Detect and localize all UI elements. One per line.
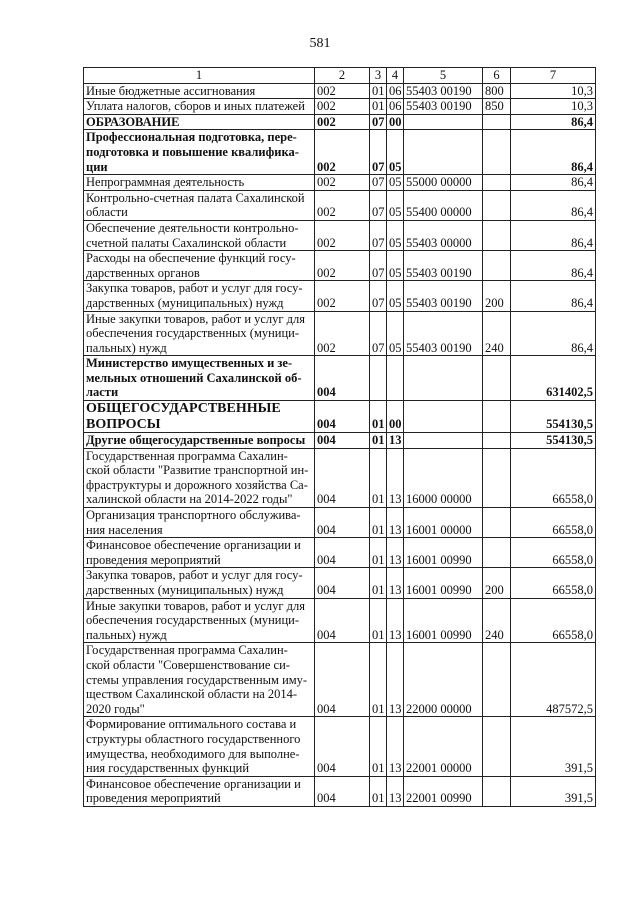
section-code-cell: 07 <box>370 220 387 250</box>
ministry-code-cell: 002 <box>315 190 370 220</box>
subsection-code-cell: 05 <box>387 175 404 191</box>
table-row <box>84 568 596 598</box>
table-row <box>84 220 596 250</box>
subsection-code-cell: 13 <box>387 433 404 449</box>
amount-cell: 86,4 <box>511 281 596 311</box>
subsection-code-cell: 13 <box>387 448 404 507</box>
table-row <box>84 130 596 175</box>
subsection-code-cell: 13 <box>387 717 404 776</box>
amount-cell: 10,3 <box>511 83 596 99</box>
target-article-cell: 55403 00190 <box>404 83 483 99</box>
amount-cell: 86,4 <box>511 220 596 250</box>
expense-type-cell: 800 <box>483 83 511 99</box>
ministry-code-cell: 004 <box>315 568 370 598</box>
subsection-code-cell: 05 <box>387 281 404 311</box>
section-code-cell: 01 <box>370 99 387 115</box>
target-article-cell: 55403 00000 <box>404 220 483 250</box>
target-article-cell: 55403 00190 <box>404 311 483 356</box>
target-article-cell: 22001 00000 <box>404 717 483 776</box>
target-article-cell <box>404 433 483 449</box>
target-article-cell <box>404 401 483 433</box>
amount-cell: 66558,0 <box>511 598 596 643</box>
section-code-cell: 07 <box>370 281 387 311</box>
ministry-code-cell: 002 <box>315 114 370 130</box>
row-name-cell: Министерство имущественных и зе- мельных отношений Сахалинской об- ласти <box>84 356 315 401</box>
ministry-code-cell: 004 <box>315 643 370 717</box>
table-row <box>84 251 596 281</box>
ministry-code-cell: 004 <box>315 448 370 507</box>
amount-cell: 554130,5 <box>511 433 596 449</box>
expense-type-cell <box>483 401 511 433</box>
amount-cell: 86,4 <box>511 251 596 281</box>
expense-type-cell <box>483 130 511 175</box>
target-article-cell: 16001 00990 <box>404 598 483 643</box>
section-code-cell: 01 <box>370 433 387 449</box>
section-code-cell: 07 <box>370 130 387 175</box>
table-row <box>84 114 596 130</box>
ministry-code-cell: 002 <box>315 220 370 250</box>
row-name-cell: Организация транспортного обслужива- ния населения <box>84 508 315 538</box>
row-name-cell: Иные бюджетные ассигнования <box>84 83 315 99</box>
section-code-cell: 01 <box>370 401 387 433</box>
row-name-cell: Иные закупки товаров, работ и услуг для обеспечения государственных (муници- пальных) нужд <box>84 598 315 643</box>
subsection-code-cell: 05 <box>387 130 404 175</box>
ministry-code-cell: 004 <box>315 598 370 643</box>
amount-cell: 86,4 <box>511 190 596 220</box>
expense-type-cell: 240 <box>483 598 511 643</box>
table-row <box>84 508 596 538</box>
subsection-code-cell: 06 <box>387 99 404 115</box>
table-row <box>84 717 596 776</box>
target-article-cell <box>404 114 483 130</box>
expense-type-cell <box>483 356 511 401</box>
table-row <box>84 311 596 356</box>
table-row <box>84 356 596 401</box>
header-cell: 2 <box>315 68 370 84</box>
section-code-cell: 01 <box>370 598 387 643</box>
ministry-code-cell: 004 <box>315 538 370 568</box>
row-name-cell: Государственная программа Сахалин- ской области "Развитие транспортной ин- фраструктуры и дорожного хозяйства Са- халинской области на 2014-2022 годы" <box>84 448 315 507</box>
subsection-code-cell: 05 <box>387 251 404 281</box>
page-number: 581 <box>309 36 331 51</box>
amount-cell: 487572,5 <box>511 643 596 717</box>
row-name-cell: Непрограммная деятельность <box>84 175 315 191</box>
header-cell: 1 <box>84 68 315 84</box>
expense-type-cell: 200 <box>483 568 511 598</box>
amount-cell: 631402,5 <box>511 356 596 401</box>
ministry-code-cell: 004 <box>315 508 370 538</box>
section-code-cell: 07 <box>370 114 387 130</box>
amount-cell: 554130,5 <box>511 401 596 433</box>
row-name-cell: Профессиональная подготовка, пере- подготовка и повышение квалифика- ции <box>84 130 315 175</box>
amount-cell: 66558,0 <box>511 448 596 507</box>
section-code-cell: 01 <box>370 717 387 776</box>
subsection-code-cell <box>387 356 404 401</box>
expense-type-cell <box>483 114 511 130</box>
table-row <box>84 83 596 99</box>
row-name-cell: Финансовое обеспечение организации и проведения мероприятий <box>84 776 315 806</box>
ministry-code-cell: 002 <box>315 130 370 175</box>
section-code-cell: 01 <box>370 776 387 806</box>
target-article-cell: 55403 00190 <box>404 251 483 281</box>
table-row <box>84 281 596 311</box>
row-name-cell: Закупка товаров, работ и услуг для госу- дарственных (муниципальных) нужд <box>84 568 315 598</box>
subsection-code-cell: 05 <box>387 220 404 250</box>
subsection-code-cell: 05 <box>387 190 404 220</box>
expense-type-cell <box>483 776 511 806</box>
expense-type-cell: 850 <box>483 99 511 115</box>
row-name-cell: Закупка товаров, работ и услуг для госу- дарственных (муниципальных) нужд <box>84 281 315 311</box>
table-row <box>84 448 596 507</box>
table-row <box>84 433 596 449</box>
target-article-cell: 55403 00190 <box>404 281 483 311</box>
target-article-cell: 16001 00000 <box>404 508 483 538</box>
expense-type-cell <box>483 251 511 281</box>
row-name-cell: Другие общегосударственные вопросы <box>84 433 315 449</box>
table-row <box>84 401 596 433</box>
target-article-cell: 22000 00000 <box>404 643 483 717</box>
table-row <box>84 643 596 717</box>
amount-cell: 391,5 <box>511 717 596 776</box>
subsection-code-cell: 13 <box>387 538 404 568</box>
expense-type-cell <box>483 538 511 568</box>
subsection-code-cell: 13 <box>387 508 404 538</box>
target-article-cell: 22001 00990 <box>404 776 483 806</box>
header-cell: 7 <box>511 68 596 84</box>
section-code-cell: 01 <box>370 83 387 99</box>
ministry-code-cell: 004 <box>315 776 370 806</box>
section-code-cell: 01 <box>370 448 387 507</box>
target-article-cell: 16001 00990 <box>404 568 483 598</box>
amount-cell: 66558,0 <box>511 508 596 538</box>
budget-table <box>83 67 596 807</box>
subsection-code-cell: 13 <box>387 776 404 806</box>
section-code-cell: 01 <box>370 643 387 717</box>
section-code-cell: 01 <box>370 538 387 568</box>
target-article-cell: 16001 00990 <box>404 538 483 568</box>
subsection-code-cell: 13 <box>387 598 404 643</box>
table-body <box>84 68 596 807</box>
row-name-cell: Финансовое обеспечение организации и проведения мероприятий <box>84 538 315 568</box>
subsection-code-cell: 06 <box>387 83 404 99</box>
amount-cell: 66558,0 <box>511 568 596 598</box>
section-code-cell: 07 <box>370 175 387 191</box>
header-cell: 3 <box>370 68 387 84</box>
ministry-code-cell: 004 <box>315 401 370 433</box>
table-row <box>84 175 596 191</box>
section-code-cell: 07 <box>370 251 387 281</box>
section-code-cell: 07 <box>370 190 387 220</box>
ministry-code-cell: 002 <box>315 281 370 311</box>
target-article-cell: 55400 00000 <box>404 190 483 220</box>
amount-cell: 66558,0 <box>511 538 596 568</box>
row-name-cell: Обеспечение деятельности контрольно- счетной палаты Сахалинской области <box>84 220 315 250</box>
row-name-cell: Формирование оптимального состава и структуры областного государственного имущества, необходимого для выполне- ния государственных функций <box>84 717 315 776</box>
subsection-code-cell: 05 <box>387 311 404 356</box>
header-cell: 5 <box>404 68 483 84</box>
target-article-cell: 55403 00190 <box>404 99 483 115</box>
ministry-code-cell: 004 <box>315 356 370 401</box>
target-article-cell <box>404 130 483 175</box>
subsection-code-cell: 13 <box>387 568 404 598</box>
ministry-code-cell: 002 <box>315 251 370 281</box>
row-name-cell: ОБЩЕГОСУДАРСТВЕННЫЕ ВОПРОСЫ <box>84 401 315 433</box>
section-code-cell <box>370 356 387 401</box>
ministry-code-cell: 004 <box>315 433 370 449</box>
expense-type-cell <box>483 433 511 449</box>
table-row <box>84 598 596 643</box>
expense-type-cell <box>483 717 511 776</box>
section-code-cell: 07 <box>370 311 387 356</box>
ministry-code-cell: 002 <box>315 99 370 115</box>
expense-type-cell <box>483 643 511 717</box>
row-name-cell: Расходы на обеспечение функций госу- дарственных органов <box>84 251 315 281</box>
row-name-cell: Государственная программа Сахалин- ской области "Совершенствование си- стемы управления государственным иму- ществом Сахалинской области на 2014- 2020 годы" <box>84 643 315 717</box>
row-name-cell: Контрольно-счетная палата Сахалинской области <box>84 190 315 220</box>
ministry-code-cell: 002 <box>315 175 370 191</box>
ministry-code-cell: 002 <box>315 83 370 99</box>
subsection-code-cell: 13 <box>387 643 404 717</box>
expense-type-cell <box>483 448 511 507</box>
expense-type-cell: 240 <box>483 311 511 356</box>
table-row <box>84 99 596 115</box>
target-article-cell: 55000 00000 <box>404 175 483 191</box>
expense-type-cell: 200 <box>483 281 511 311</box>
amount-cell: 86,4 <box>511 175 596 191</box>
table-header-row <box>84 68 596 84</box>
row-name-cell: ОБРАЗОВАНИЕ <box>84 114 315 130</box>
ministry-code-cell: 004 <box>315 717 370 776</box>
expense-type-cell <box>483 220 511 250</box>
amount-cell: 86,4 <box>511 311 596 356</box>
target-article-cell <box>404 356 483 401</box>
expense-type-cell <box>483 508 511 538</box>
expense-type-cell <box>483 190 511 220</box>
section-code-cell: 01 <box>370 508 387 538</box>
header-cell: 6 <box>483 68 511 84</box>
header-cell: 4 <box>387 68 404 84</box>
ministry-code-cell: 002 <box>315 311 370 356</box>
section-code-cell: 01 <box>370 568 387 598</box>
amount-cell: 391,5 <box>511 776 596 806</box>
row-name-cell: Иные закупки товаров, работ и услуг для обеспечения государственных (муници- пальных) нужд <box>84 311 315 356</box>
expense-type-cell <box>483 175 511 191</box>
amount-cell: 10,3 <box>511 99 596 115</box>
subsection-code-cell: 00 <box>387 401 404 433</box>
amount-cell: 86,4 <box>511 114 596 130</box>
row-name-cell: Уплата налогов, сборов и иных платежей <box>84 99 315 115</box>
table-row <box>84 776 596 806</box>
table-row <box>84 190 596 220</box>
table-row <box>84 538 596 568</box>
amount-cell: 86,4 <box>511 130 596 175</box>
target-article-cell: 16000 00000 <box>404 448 483 507</box>
subsection-code-cell: 00 <box>387 114 404 130</box>
